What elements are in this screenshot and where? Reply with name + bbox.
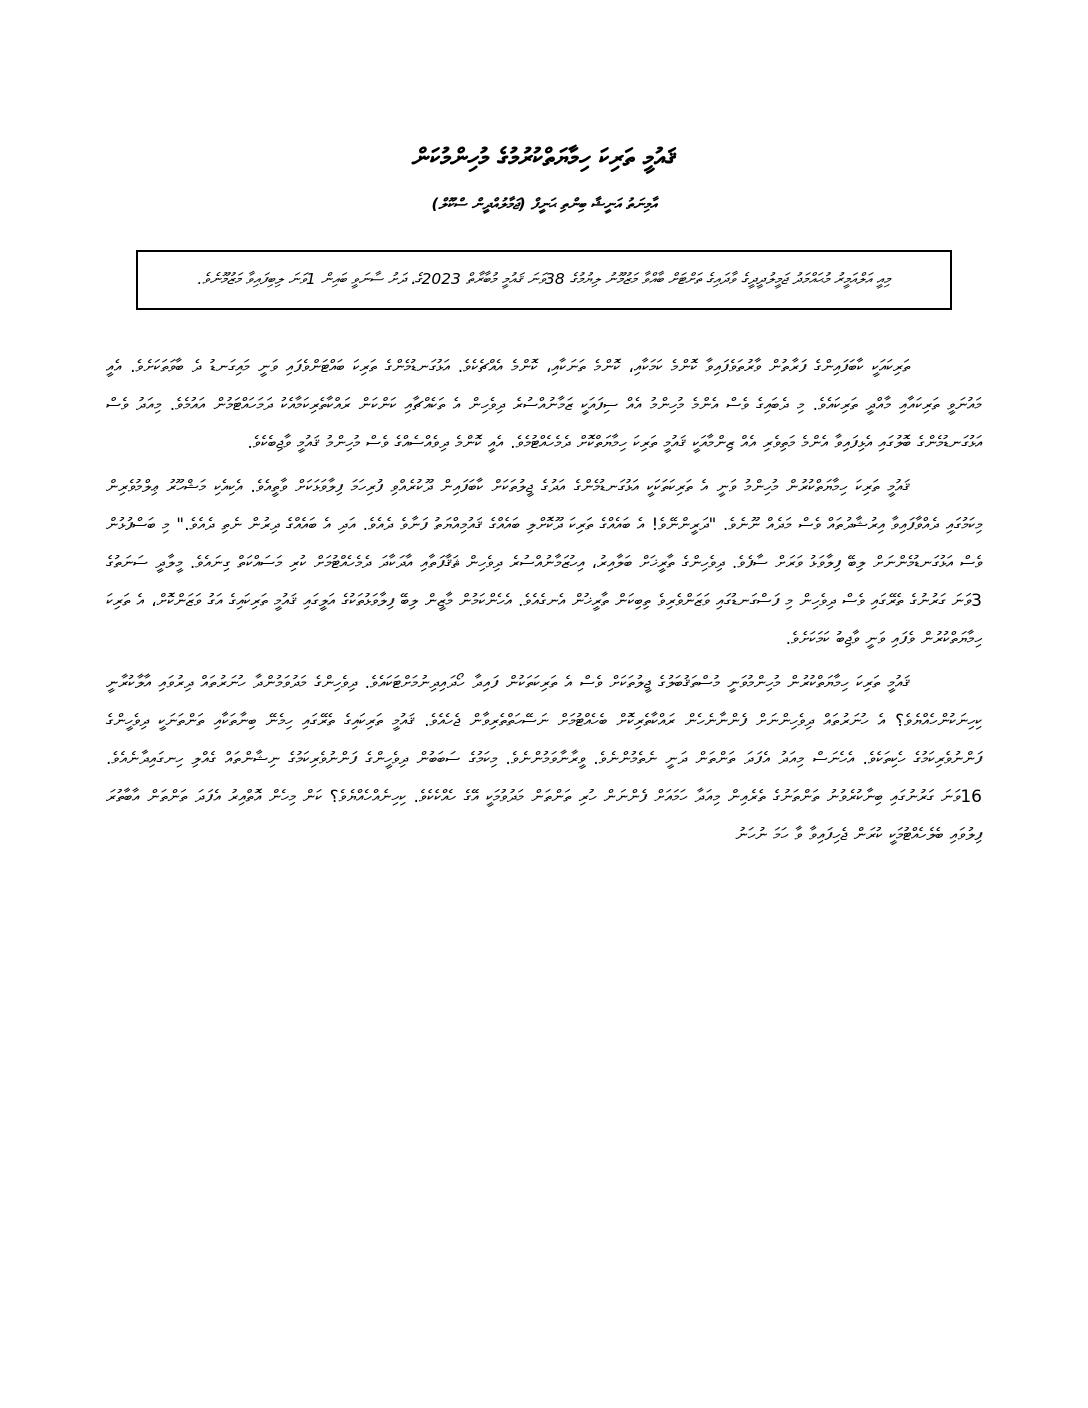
- author-byline: އާމިނަތު އަނީޝާ ބިންތި ޙަނީފް (ޖަމާލުއްދީން ސްކޫލް): [431, 195, 657, 213]
- essay-paragraph-3: ޤައުމީ ތަރިކަ ހިމާޔަތްކުރުން މުހިންމުވަނީ މުސްތަޤުބަލުގެ ޖީލުތަކަށް ވެސް އެ ތަރިކަތަކުން ފައިދާ ހޯދައިދިނުމަށްޓަކައެވެ. ދިވެހިންގެ މަދުވަމުންދާ ހުނަރުތައް ދިރުވައި އާލާކުރާނީ ކިހިނަކުންހެއްޔެވެ؟ އެ ހުނަރުތައް ދިވެހިންނަށް ފެންނާނެހެން ރައްކާތެރިކޮށް ބެހެއްޓުމަށް ނަސޭހަތްތެރިވާން ޖެހެއެވެ. ޤައުމީ ތަރިކައިގެ ތެރޭގައި ހިމެނޭ ބިނާތަކާއި ތަންތަނަކީ ދިވެހީންގެ ފަންނުވެރިކަމުގެ ހެކިތަކެވެ. އެހެނަސް މިއަދު އެފަދަ ތަންތަން ދަނީ ނެތެމުންނެވެ. ވީރާނާވަމުންނެވެ. މިކަމުގެ ސަބަބުން ދިވެހީންގެ ފަންނުވެރިކަމުގެ ނިޝާންތައް ގެއްލި ހިނގައިދާނެއެވެ. 16ވަނަ ގަރުނުގައި ބިނާކުރެވުނު ތަންތަނުގެ ތެރެއިން މިއަދާ ހަމައަށް ފެންނަން ހުރި ތަންތަން މަދުވުމަކީ އޭގެ ހެއްކެކެވެ. ކިހިނެއްހެއްޔެވެ؟ ކަން މިހެން އޮތްއިރު އެފަދަ ތަންތަން އާބާތުރަ ފިލުވައި ބެލެހެއްޓުމަކީ ކުރަން ޖެހިފައިވާ ވާ ހަމަ ނުހަނު: [106, 673, 982, 845]
- competition-notice-text: މިއީ އަލްއަމީރު މުޙައްމަދު ޖަމީލުދީދީގެ ވާދައިގެ ތަށްޓަށް ބާއްވާ މަޒުމޫނު ލިޔުމުގެ 38ވަނަ ޤައުމީ މުބާރާތް 2023ގެ، ދަށު ސާނަވީ ބައިން 1ވަނަ ލިބިފައިވާ މަޒުމޫނެވެ.: [197, 270, 891, 288]
- essay-paragraph-1: ތަރިކައަކީ ކާބަފައިންގެ ފަރާތުން ވާރުތަވެފައިވާ ކޮންމެ ކަމަކާއި، ކޮންމެ ތަނަކާއި، ކޮންމެ އެއްޗެކެވެ. އަޅުގަނޑުމެންގެ ތަރިކަ ބައްޓަންވެފައި ވަނީ މައިގަނޑު ދެ ބާވަތަކަށެވެ. އެއީ މައުނަވީ ތަރިކައާއި މާއްދީ ތަރިކައެވެ. މި ދެބައިގެ ވެސް އެންމެ މުހިންމު އެއް ސިފައަކީ ޒަމާނުއްސުރެ ދިވެހިން އެ ތަކެއްޗާއި ކަންކަން ރައްކާތެރިކަމާއެކު ދަމަހައްޓަމުން އައުމެވެ. މިއަދު ވެސް އަޅުގަނޑުމެންގެ ބޮލުގައި އެޅިފައިވާ އެންމެ މަތިވެރި އެއް ޒިންމާއަކީ ޤައުމީ ތަރިކަ ހިމާޔަތްކޮށް ދެމެހެއްޓުމެވެ. އެއީ ކޮންމެ ދިވެއްސެއްގެ ވެސް މުހިންމު ޤައުމީ ވާޖިބެކެވެ.: [106, 357, 982, 453]
- essay-title: ޤައުމީ ތަރިކަ ހިމާޔަތްކުރުމުގެ މުހިންމުކަން: [411, 143, 677, 172]
- competition-notice-box: [136, 250, 952, 310]
- essay-paragraph-2: ޤައުމީ ތަރިކަ ހިމާޔަތްކުރުން މުހިންމު ވަނީ އެ ތަރިކަތަކަކީ އަޅުގަނޑުމެންގެ އަދުގެ ޖީލުތަކަށް ކާބަފައިން ދޫކުރެއްވި ފުރިހަމަ ފިލާވަޅަކަށް ވާތީއެވެ. އެކިއެކި މަޝްހޫރު ޢިލްމުވެރިން މިކަމުގައި ދެއްވާފައިވާ އިރުޝާދުތައް ވެސް މަދެއް ނޫނެވެ. "ދަރީންނޭވެ! އެ ބައެއްގެ ތަރިކަ ދޫކޮށްލި ބައެއްގެ ޤައުމިއްޔަތު ފަނާވެ ދެއެވެ. އަދި އެ ބައެއްގެ ދިރުން ނެތި ދެއެވެ." މި ބަސްފުޅުން ވެސް އަޅުގަނޑުމެންނަށް ލިބޭ ފިލާވަޅު ވަރަށް ސާފެވެ. ދިވެހިންގެ ތާރީޚަށް ބަލާއިރު، އިހުޒަމާނުއްސުރެ ދިވެހިން ޘަޤާފަތާއި އާދަކާދަ ދެމެހެއްޓުމަށް ކުރި މަސައްކަތް ގިނައެވެ. މީލާދީ ސަނަތުގެ 3ވަނަ ގަރުނުގެ ތެރޭގައި ވެސް ދިވެހިން މި ފަސްގަނޑުގައި ވަޒަންވެރިވެ ތިބިކަން ތާރީޚުން އެނގެއެވެ. އެހެންކަމުން މާޒީން ލިބޭ ފިލާވަޅުތަކުގެ އަލީގައި ޤައުމީ ތަރިކައިގެ އަގު ވަޒަންކޮށް، އެ ތަރިކަ ހިމާޔަތްކުރުން ވެފައި ވަނީ ވާޖިބު ކަމަކަށެވެ.: [106, 477, 982, 649]
